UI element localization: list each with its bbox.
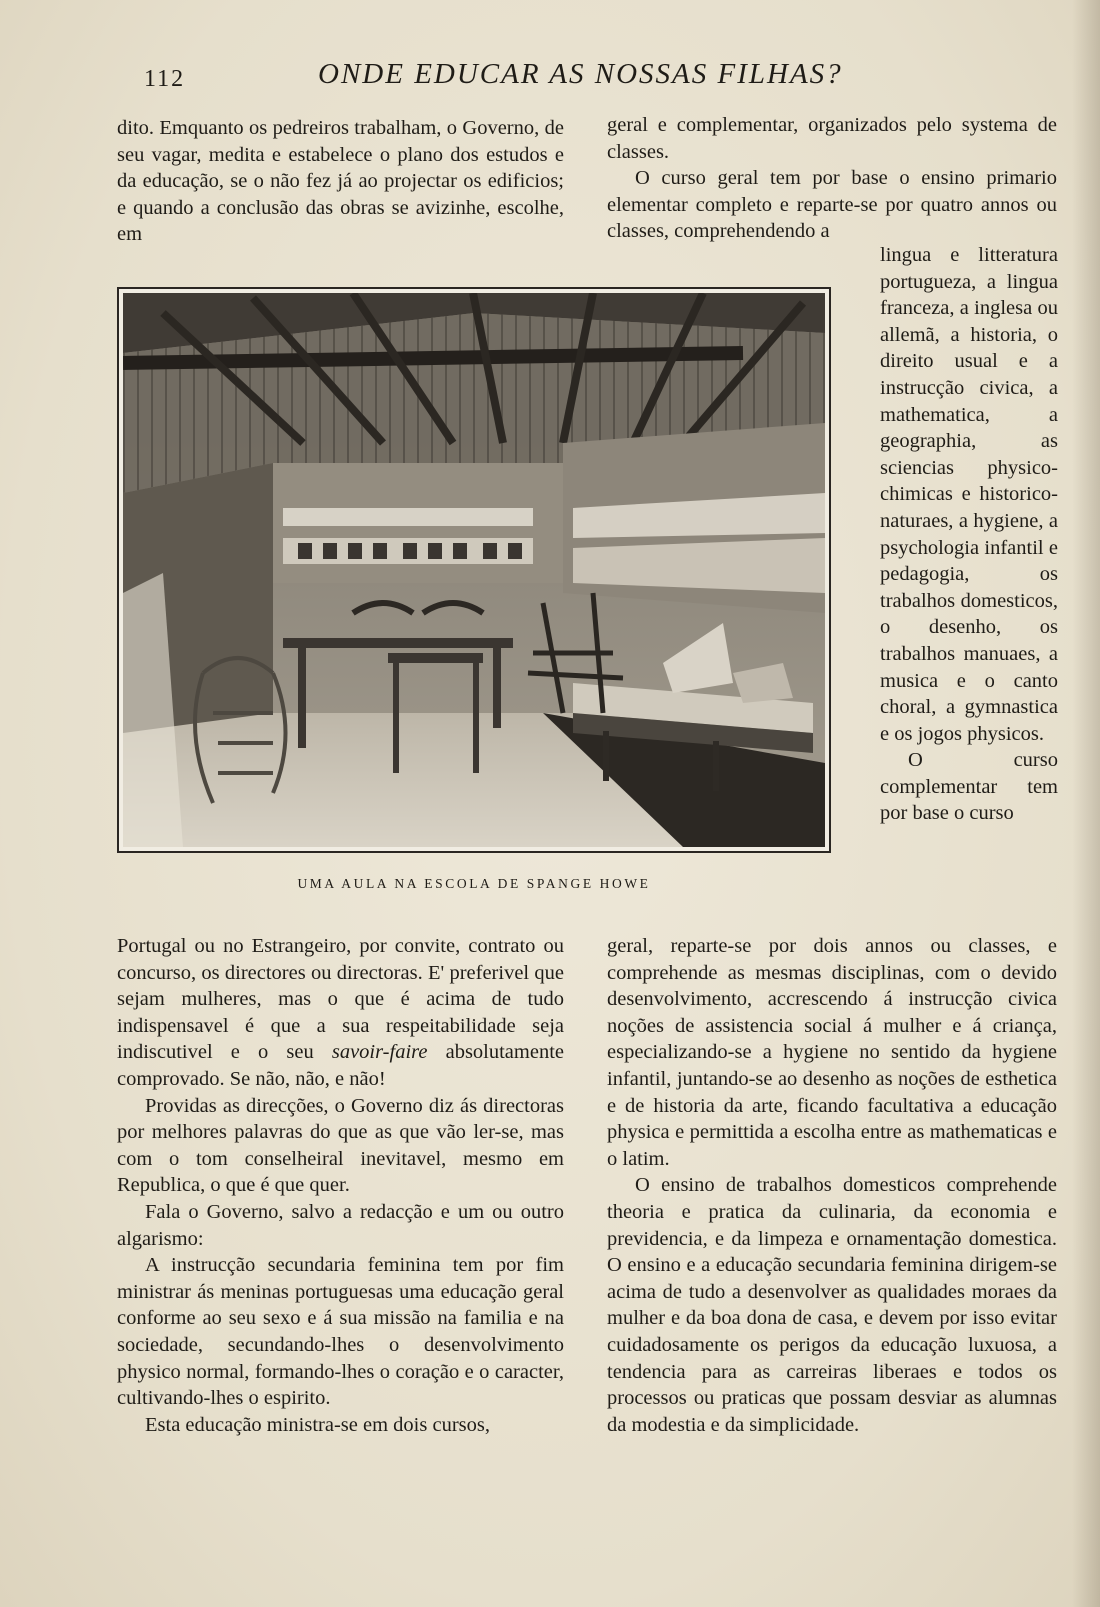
page-header xyxy=(118,56,1058,96)
paragraph: geral e complementar, organizados pelo systema de classes. xyxy=(607,114,1057,163)
paragraph: O ensino de trabalhos domesticos comprehende theoria e pratica da culinaria, da economia e previdencia, e da limpeza e ornamentação domestica. O ensino e a educação secundaria feminina dirigem-se acima de tudo a desenvolver as qualidades moraes da mulher e da boa dona de casa, e devem por isso evitar cuidadosamente os perigos da educação luxuosa, a tendencia para as carreiras liberaes e todos os processos ou praticas que possam desviar as alumnas da modestia e da simplicidade. xyxy=(607,1174,1057,1436)
paragraph: geral, reparte-se por dois annos ou classes, e comprehende as mesmas disciplinas, com o devido desenvolvimento, accrescendo á instrucção civica noções de assistencia social á mulher e á criança, especializando-se a hygiene no sentido da hygiene infantil, juntando-se ao desenho as noções de esthetica e de historia da arte, ficando facultativa a educação physica e permittida a escolha entre as mathematicas e o latim. xyxy=(607,935,1057,1170)
paragraph: Providas as direcções, o Governo diz ás directoras por melhores palavras do que as que vão ler-se, mas com o tom conselheiral inevitavel, mesmo em Republica, o que é que quer. xyxy=(117,1094,564,1197)
column-left-top xyxy=(117,115,564,248)
page-number: 112 xyxy=(144,66,186,92)
classroom-illustration xyxy=(123,293,825,847)
paragraph: O curso geral tem por base o ensino primario elementar completo e reparte-se por quatro annos ou classes, comprehendendo a xyxy=(607,167,1057,243)
column-right-top xyxy=(607,112,1057,245)
column-right-narrow xyxy=(880,242,1058,827)
paragraph xyxy=(117,933,564,1093)
paragraph: dito. Emquanto os pedreiros trabalham, o Governo, de seu vagar, medita e estabelece o plano dos estudos e da educação, se o não fez já ao projectar os edificios; e quando a conclusão das obras se avizinhe, escolhe, em xyxy=(117,117,564,246)
paragraph: A instrucção secundaria feminina tem por fim ministrar ás meninas portuguesas uma educação geral conforme ao seu sexo e á sua missão na familia e na sociedade, secundando-lhes o desenvolvimento physico normal, formando-lhes o coração e o caracter, cultivando-lhes o espirito. xyxy=(117,1254,564,1410)
paragraph-text: absolutamente comprovado. Se não, não, e não! xyxy=(117,1041,564,1090)
italic-phrase: savoir-faire xyxy=(331,1041,428,1064)
figure-caption: UMA AULA NA ESCOLA DE SPANGE HOWE xyxy=(297,876,651,891)
classroom-photo xyxy=(123,293,825,847)
paragraph: Esta educação ministra-se em dois cursos, xyxy=(145,1413,490,1436)
column-right-bottom xyxy=(607,933,1057,1438)
photo-figure xyxy=(117,287,831,853)
column-left-bottom xyxy=(117,933,564,1438)
running-title: ONDE EDUCAR AS NOSSAS FILHAS? xyxy=(318,58,843,90)
paragraph: Fala o Governo, salvo a redacção e um ou outro algarismo: xyxy=(117,1200,564,1250)
paragraph: O curso complementar tem por base o curso xyxy=(880,749,1058,825)
binding-shadow xyxy=(1072,0,1100,1607)
paragraph: lingua e litteratura portugueza, a lingua franceza, a inglesa ou allemã, a historia, o direito usual e a instrucção civica, a mathematica, a geographia, as sciencias physico-chimicas e historico-naturaes, a hygiene, a psychologia infantil e pedagogia, os trabalhos domesticos, o desenho, os trabalhos manuaes, a musica e o canto choral, a gymnastica e os jogos physicos. xyxy=(880,244,1058,745)
paragraph-text: Portugal ou no Estrangeiro, por convite, contrato ou concurso, os directores ou directoras. E' preferivel que sejam mulheres, mas o que é acima de tudo indispensavel é que a sua respeitabilidade seja indiscutivel e o seu xyxy=(117,935,564,1064)
